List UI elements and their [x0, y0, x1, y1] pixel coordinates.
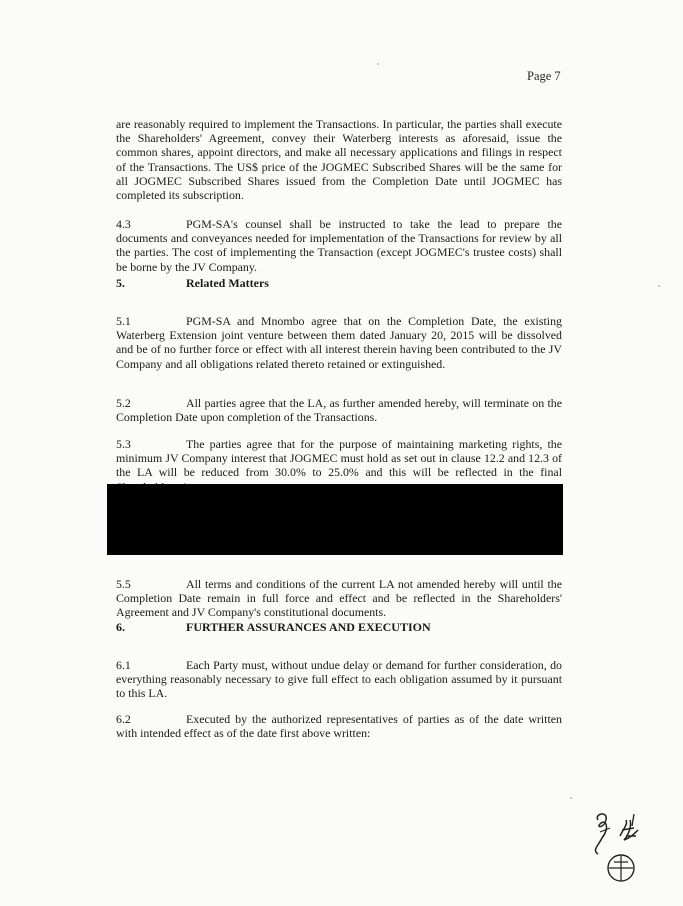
page-number: Page 7	[527, 69, 561, 83]
clause-text: All parties agree that the LA, as further amended hereby, will terminate on the Completion Date upon completion of the Transactions.	[116, 395, 562, 425]
heading-title: FURTHER ASSURANCES AND EXECUTION	[186, 620, 431, 634]
section-heading-5	[116, 276, 269, 291]
clause-number: 6.2	[116, 711, 131, 726]
clause-text: PGM-SA's counsel shall be instructed to take the lead to prepare the documents and conveyances needed for implementation of the Transactions for review by all the parties. The cost of implementing the Transaction (except JOGMEC's trustee costs) shall be borne by the JV Company.	[116, 216, 562, 274]
clause-5-1	[116, 314, 562, 371]
clause-5-5	[116, 577, 562, 620]
clause-number: 5.5	[116, 576, 131, 591]
section-heading-6	[116, 620, 431, 635]
clause-text: Each Party must, without undue delay or demand for further consideration, do everything reasonably necessary to give full effect to each obligation assumed by it pursuant to this LA.	[116, 657, 562, 701]
clause-text: The parties agree that for the purpose of maintaining marketing rights, the minimum JV Company interest that JOGMEC must hold as set out in clause 12.2 and 12.3 of the LA will be reduced from 30.0% to 25.0% and this will be reflected in the final	[116, 436, 562, 480]
clause-4-3	[116, 217, 562, 274]
clause-number: 6.1	[116, 657, 131, 672]
redaction-block	[107, 484, 563, 555]
clause-text: Executed by the authorized representatives of parties as of the date written with intended effect as of the date first above written:	[116, 711, 562, 741]
heading-number: 5.	[116, 276, 125, 290]
scan-speck	[658, 285, 660, 287]
clause-number: 4.3	[116, 216, 131, 231]
scan-speck	[377, 63, 379, 65]
clause-number: 5.2	[116, 395, 131, 410]
clause-6-2	[116, 712, 562, 740]
scan-speck	[570, 797, 572, 799]
clause-text: All terms and conditions of the current LA not amended hereby will until the Completion Date remain in full force and effect and be reflected in the Shareholders' Agreement and JV Company's constitutional documents.	[116, 576, 562, 620]
clause-6-1	[116, 658, 562, 701]
heading-number: 6.	[116, 620, 125, 634]
intro-paragraph: are reasonably required to implement the Transactions. In particular, the parties shall execute the Shareholders' Agreement, convey their Waterberg interests as aforesaid, issue the common shares, appoint directors, and make all necessary applications and filings in respect of the Transactions. The US$ price of the JOGMEC Subscribed Shares will be the same for all JOGMEC Subscribed Shares issued from the Completion Date until JOGMEC has completed its subscription.	[116, 116, 562, 202]
clause-5-2	[116, 396, 562, 424]
clause-number: 5.3	[116, 436, 131, 451]
clause-text: PGM-SA and Mnombo agree that on the Completion Date, the existing Waterberg Extension joint venture between them dated January 20, 2015 will be dissolved and be of no further force or effect with all interest therein having been contributed to the JV Company and all obligations related thereto retained or extinguished.	[116, 313, 562, 371]
initials-signature-icon	[586, 806, 656, 886]
clause-number: 5.1	[116, 313, 131, 328]
heading-title: Related Matters	[186, 276, 269, 290]
